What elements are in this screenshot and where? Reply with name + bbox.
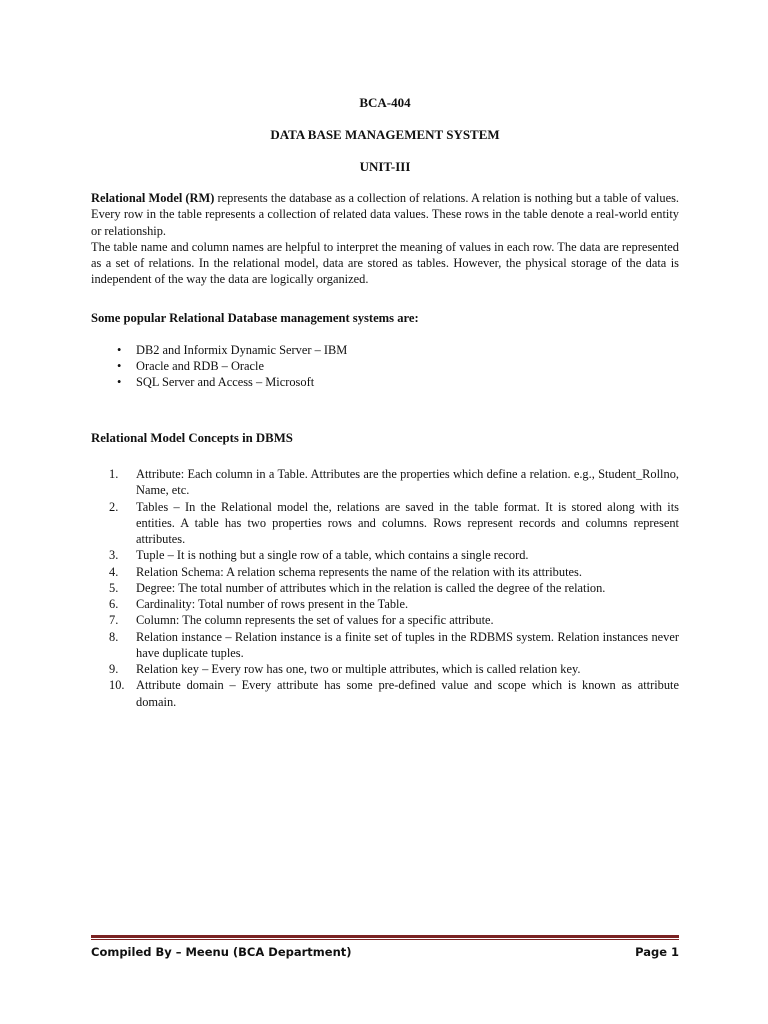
intro-term: Relational Model (RM) — [91, 191, 215, 205]
list-number: 10. — [109, 678, 125, 693]
list-number: 6. — [109, 597, 119, 611]
list-item — [91, 564, 679, 580]
footer-rule — [91, 935, 679, 938]
list-item-text: Relation key – Every row has one, two or multiple attributes, which is called relation key. — [136, 662, 581, 676]
list-item-text: Column: The column represents the set of values for a specific attribute. — [136, 613, 494, 628]
list-number: 4. — [109, 564, 119, 579]
footer-compiled-by: Compiled By – Meenu (BCA Department) — [91, 945, 352, 959]
bullet-icon: • — [117, 359, 122, 374]
list-number: 5. — [109, 580, 119, 595]
list-item — [91, 499, 679, 548]
list-item — [91, 547, 679, 563]
list-item — [91, 374, 679, 390]
list-number: 2. — [109, 499, 119, 514]
list-number: 1. — [109, 467, 119, 481]
intro-paragraph-1 — [91, 190, 679, 239]
footer-rule-thin — [91, 939, 679, 940]
list-number: 3. — [109, 548, 119, 563]
list-item — [91, 580, 679, 596]
list-item — [91, 677, 679, 710]
list-item — [91, 661, 679, 677]
concepts-heading: Relational Model Concepts in DBMS — [91, 431, 293, 445]
list-item-text: Tuple – It is nothing but a single row of a table, which contains a single record. — [136, 548, 529, 563]
list-item — [91, 596, 679, 612]
list-item-text: SQL Server and Access – Microsoft — [136, 375, 315, 390]
subject-title: DATA BASE MANAGEMENT SYSTEM — [270, 127, 500, 142]
popular-heading: Some popular Relational Database management systems are: — [91, 311, 419, 325]
rdbms-list — [91, 342, 679, 391]
list-item — [91, 629, 679, 662]
bullet-icon: • — [117, 375, 122, 390]
footer-page-number: Page 1 — [635, 945, 679, 959]
list-number: 8. — [109, 629, 119, 644]
list-item-text: Tables – In the Relational model the, relations are saved in the table format. It is stored along with its entities. A table has two properties rows and columns. Rows represent records and columns represent attributes. — [136, 499, 679, 546]
list-item-text: Attribute: Each column in a Table. Attributes are the properties which define a relation. e.g., Student_Rollno, Name, etc. — [136, 467, 679, 498]
intro-paragraph-2: The table name and column names are helpful to interpret the meaning of values in each row. The data are represented as a set of relations. In the relational model, data are stored as tables. However, the physical storage of the data is independent of the way the data are logically organized. — [91, 239, 679, 287]
list-item — [91, 466, 679, 499]
intro-text-1: represents the database as a collection of relations. A relation is nothing but a table of values. Every row in the table represents a collection of related data values. These rows in the table denote a real-world entity or relationship. — [91, 191, 679, 238]
list-item-text: Degree: The total number of attributes which in the relation is called the degree of the relation. — [136, 580, 606, 595]
list-number: 7. — [109, 613, 119, 628]
bullet-icon: • — [117, 343, 122, 357]
unit-title: UNIT-III — [359, 159, 411, 174]
list-item — [91, 342, 679, 358]
list-item-text: Cardinality: Total number of rows present in the Table. — [136, 597, 409, 611]
list-item-text: Relation Schema: A relation schema represents the name of the relation with its attributes. — [136, 564, 582, 579]
list-item — [91, 358, 679, 374]
list-item-text: DB2 and Informix Dynamic Server – IBM — [136, 343, 348, 357]
intro-section — [91, 190, 679, 288]
concepts-list — [91, 466, 679, 710]
list-item-text: Relation instance – Relation instance is a finite set of tuples in the RDBMS system. Relation instances never have duplicate tuples. — [136, 629, 679, 660]
list-item-text: Oracle and RDB – Oracle — [136, 359, 264, 374]
list-item-text: Attribute domain – Every attribute has some pre-defined value and scope which is known as attribute domain. — [136, 678, 679, 709]
list-item — [91, 612, 679, 628]
list-number: 9. — [109, 662, 119, 676]
course-code: BCA-404 — [359, 95, 411, 110]
